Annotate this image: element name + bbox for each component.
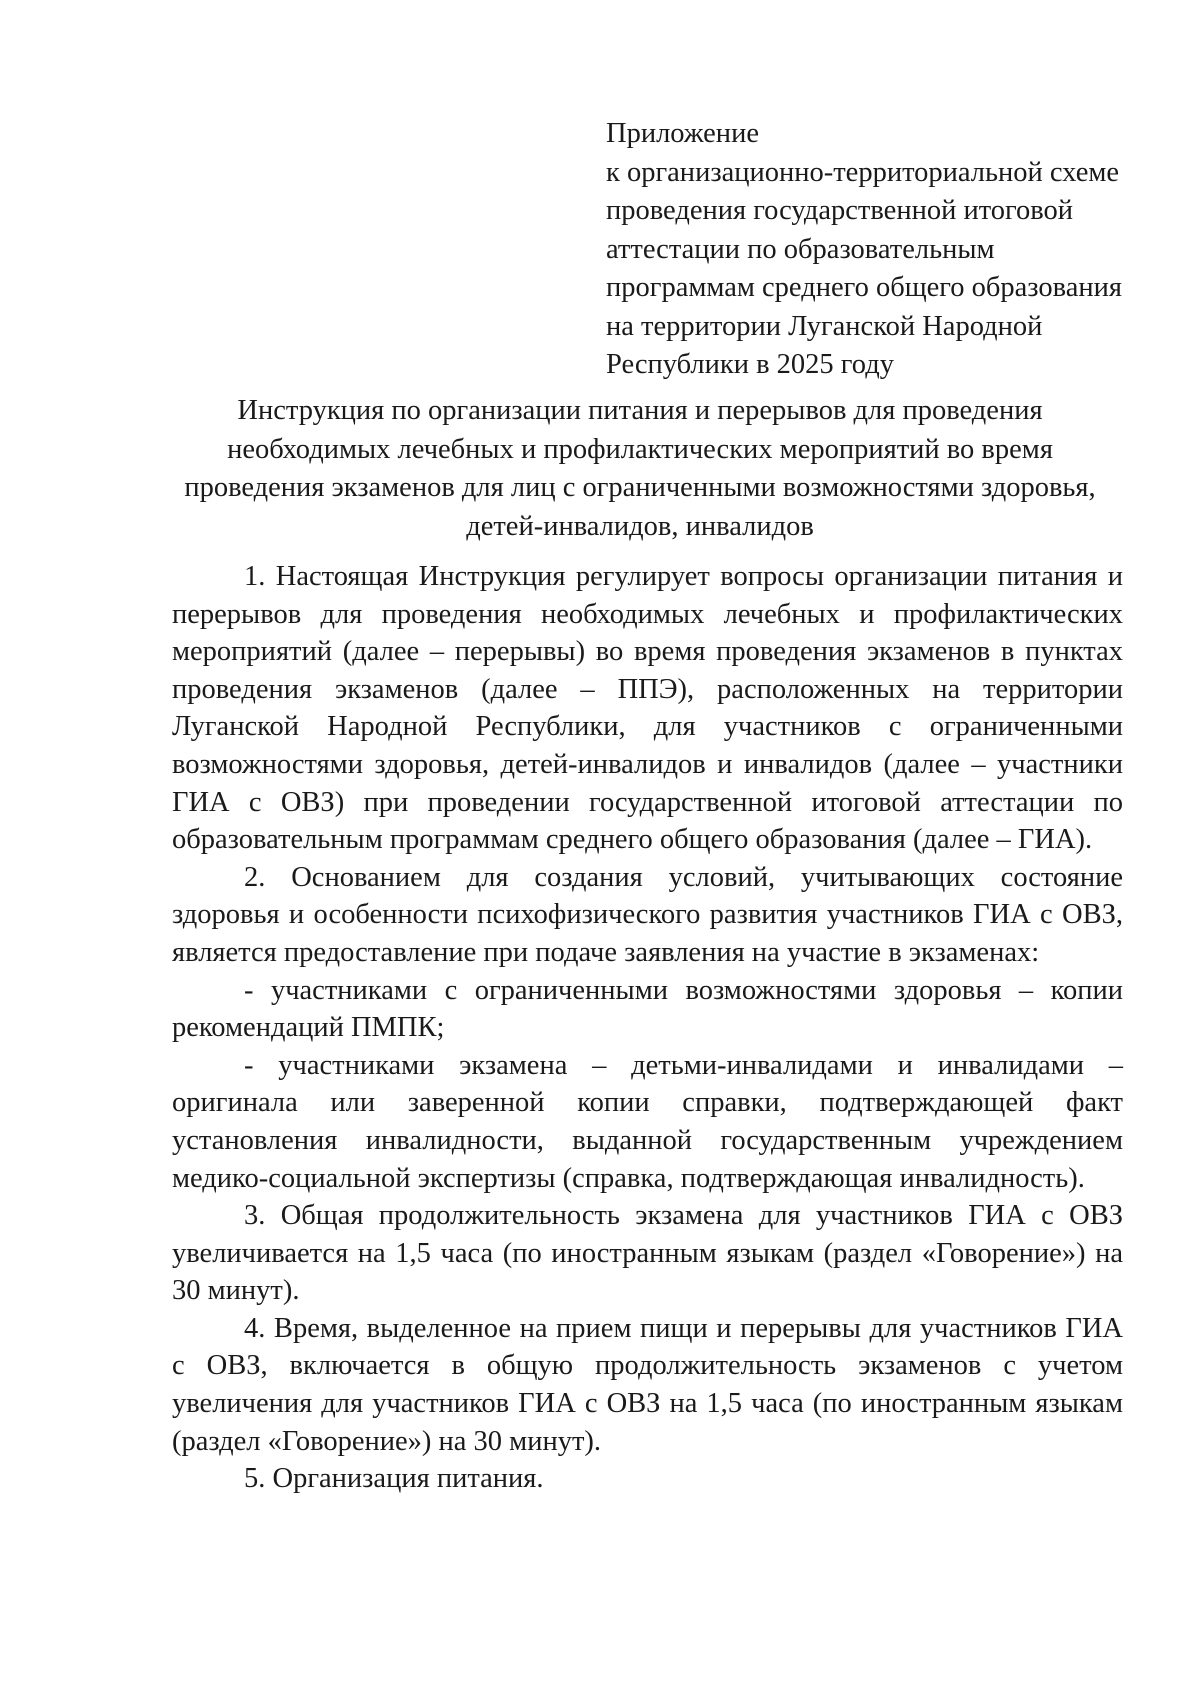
title-line: детей-инвалидов, инвалидов xyxy=(466,510,814,542)
appendix-line: к организационно-территориальной схеме xyxy=(606,156,1120,188)
paragraph-3: 3. Общая продолжительность экзамена для участников ГИА с ОВЗ увеличивается на 1,5 часа (по иностранным языкам (раздел «Говорение») на 30 минут). xyxy=(172,1200,1123,1307)
title-line: Инструкция по организации питания и перерывов для проведения xyxy=(237,395,1043,426)
appendix-line: Приложение xyxy=(606,118,759,149)
paragraph-2: 2. Основанием для создания условий, учитывающих состояние здоровья и особенности психофизического развития участников ГИА с ОВЗ, является предоставление при подаче заявления на участие в экзаменах: xyxy=(172,861,1123,968)
appendix-line: программам среднего общего образования xyxy=(606,272,1122,303)
document-title xyxy=(172,392,1108,546)
paragraph-4: 4. Время, выделенное на прием пищи и перерывы для участников ГИА с ОВЗ, включается в общую продолжительность экзаменов с учетом увеличения для участников ГИА с ОВЗ на 1,5 часа (по иностранным языкам (раздел «Говорение») на 30 минут). xyxy=(172,1312,1123,1457)
appendix-line: на территории Луганской Народной xyxy=(606,310,1043,342)
paragraph-2-item-1: - участниками с ограниченными возможностями здоровья – копии рекомендаций ПМПК; xyxy=(172,974,1123,1044)
paragraph-5: 5. Организация питания. xyxy=(244,1463,544,1495)
appendix-line: проведения государственной итоговой xyxy=(606,195,1074,226)
title-line: проведения экзаменов для лиц с ограниченными возможностями здоровья, xyxy=(184,472,1096,503)
paragraph-1: 1. Настоящая Инструкция регулирует вопросы организации питания и перерывов для проведения необходимых лечебных и профилактических мероприятий (далее – перерывы) во время проведения экзаменов в пунктах проведения экзаменов (далее – ППЭ), расположенных на территории Луганской Народной Республики, для участников с ограниченными возможностями здоровья, детей-инвалидов и инвалидов (далее – участники ГИА с ОВЗ) при проведении государственной итоговой аттестации по образовательным программам среднего общего образования (далее – ГИА). xyxy=(172,561,1123,856)
appendix-line: аттестации по образовательным xyxy=(606,233,995,265)
document-body xyxy=(172,558,1123,1498)
appendix-line: Республики в 2025 году xyxy=(606,349,894,380)
paragraph-2-item-2: - участниками экзамена – детьми-инвалидами и инвалидами – оригинала или заверенной копии справки, подтверждающей факт установления инвалидности, выданной государственным учреждением медико-социальной экспертизы (справка, подтверждающая инвалидность). xyxy=(172,1049,1123,1194)
appendix-header xyxy=(606,115,1126,385)
title-line: необходимых лечебных и профилактических мероприятий во время xyxy=(227,433,1053,465)
